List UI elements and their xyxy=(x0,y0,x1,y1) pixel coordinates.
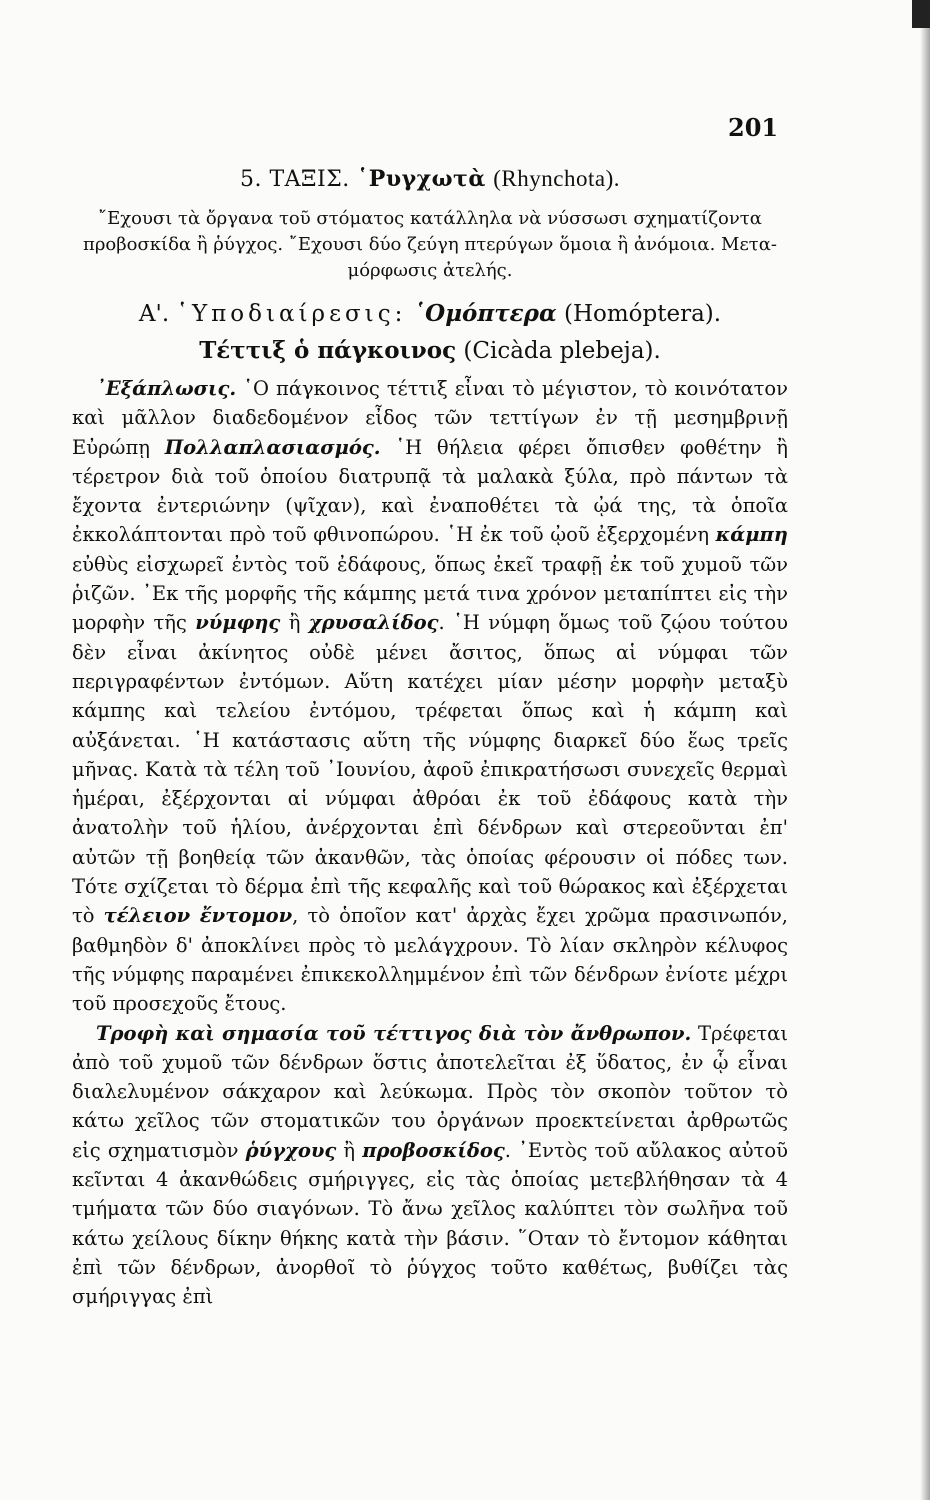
body-text xyxy=(72,374,788,1312)
suborder-label: ῾Υποδιαίρεσις: xyxy=(176,301,407,327)
intro-line-2: προβοσκίδα ἢ ῥύγχος. ῎Εχουσι δύο ζεύγη πτερύγων ὅμοια ἢ ἀνόμοια. Μετα- xyxy=(82,234,777,255)
paragraph-text: εὐθὺς εἰσχωρεῖ ἐντὸς τοῦ ἐδάφους, ὅπως ἐκεῖ τραφῇ ἐκ τοῦ χυμοῦ τῶν ῥιζῶν. ᾿Εκ τῆς μορφῆς τῆς κάμπης μετά τινα χρόνον μεταπίπτει εἰς τὴν μορφὴν τῆς xyxy=(72,552,788,635)
paragraph-text: ἢ xyxy=(336,1138,363,1162)
term-adult-insect: τέλειον ἔντομον xyxy=(103,904,293,928)
order-number: 5. ΤΑΞΙΣ. xyxy=(240,167,350,192)
section-lead-distribution: ᾿Εξάπλωσις. xyxy=(96,377,237,400)
paragraph-text: . ῾Η νύμφη ὅμως τοῦ ζῴου τούτου δὲν εἶναι ἀκίνητος οὐδὲ μένει ἄσιτος, ὅπως αἱ νύμφαι τῶν περιγραφέντων ἐντόμων. Αὕτη κατέχει μίαν μέσην μορφὴν μεταξὺ κάμπης καὶ τελείου ἐντόμου, τρέφεται ὅπως καὶ ἡ κάμπη καὶ αὐξάνεται. ῾Η κατάστασις αὕτη τῆς νύμφης διαρκεῖ δύο ἕως τρεῖς μῆνας. Κατὰ τὰ τέλη τοῦ ᾿Ιουνίου, ἀφοῦ ἐπικρατήσωσι συνεχεῖς θερμαὶ ἡμέραι, ἐξέρχονται αἱ νύμφαι ἀθρόαι ἐκ τοῦ ἐδάφους κατὰ τὴν ἀνατολὴν τοῦ ἡλίου, ἀνέρχονται ἐπὶ δένδρων καὶ στερεοῦνται ἐπ' αὐτῶν τῇ βοηθείᾳ τῶν ἀκανθῶν, τὰς ὁποίας φέρουσιν οἱ πόδες των. Τότε σχίζεται τὸ δέρμα ἐπὶ τῆς κεφαλῆς καὶ τοῦ θώρακος καὶ ἐξέρχεται τὸ xyxy=(72,611,788,928)
term-rostrum: ῥύγχους xyxy=(245,1138,337,1162)
species-greek-name: Τέττιξ ὁ πάγκοινος xyxy=(199,337,457,364)
suborder-heading xyxy=(72,300,788,327)
page-edge-shadow xyxy=(920,0,930,1500)
order-description xyxy=(72,206,788,284)
intro-line-1: ῎Εχουσι τὰ ὄργανα τοῦ στόματος κατάλληλα νὰ νύσσωσι σχηματίζοντα xyxy=(98,208,762,229)
order-latin-name: (Rhynchota). xyxy=(493,166,620,191)
species-heading xyxy=(72,337,788,364)
paragraph-text: ῾Ο πάγκοινος τέττιξ εἶναι τὸ μέγιστον, τὸ κοινότατον καὶ μᾶλλον διαδεδομένον εἶδος τῶν τεττίγων ἐν τῇ μεσημβρινῇ Εὐρώπῃ xyxy=(72,377,788,459)
paragraph-text: Τρέφεται ἀπὸ τοῦ χυμοῦ τῶν δένδρων ὅστις ἀποτελεῖται ἐξ ὕδατος, ἐν ᾧ εἶναι διαλελυμένον σάκχαρον καὶ λεύκωμα. Πρὸς τὸν σκοπὸν τοῦτον τὸ κάτω χεῖλος τῶν στοματικῶν του ὀργάνων προεκτείνεται ἀρθρωτῶς εἰς σχηματισμὸν xyxy=(72,1021,788,1162)
order-heading xyxy=(72,166,788,192)
suborder-latin-name: (Homóptera). xyxy=(563,301,722,327)
term-proboscis: προβοσκίδος xyxy=(362,1138,505,1162)
page-content xyxy=(72,160,788,1312)
paragraph-text: ῾Η θήλεια φέρει ὄπισθεν φοθέτην ἢ τέρετρον διὰ τοῦ ὁποίου διατρυπᾷ τὰ μαλακὰ ξύλα, πρὸ πάντων τὰ ἔχοντα ἐντεριώνην (ψῖχαν), καὶ ἐναποθέτει τὰ ᾠά της, τὰ ὁποῖα ἐκκολάπτονται πρὸ τοῦ φθινοπώρου. ῾Η ἐκ τοῦ ᾠοῦ ἐξερχομένη xyxy=(72,435,788,547)
paragraph-food-significance xyxy=(72,1019,788,1312)
term-larva: κάμπη xyxy=(715,523,788,547)
paragraph-distribution-reproduction xyxy=(72,374,788,1019)
page-number: 201 xyxy=(728,113,779,142)
suborder-greek-name: ῾Ομόπτερα xyxy=(413,300,557,327)
term-chrysalis: χρυσαλίδος xyxy=(308,611,439,635)
page-corner xyxy=(912,0,930,28)
intro-line-3: μόρφωσις ἀτελής. xyxy=(347,260,513,281)
suborder-prefix: Α'. xyxy=(138,301,170,327)
species-latin-name: (Cicàda plebeja). xyxy=(463,338,661,364)
order-greek-name: ῾Ρυγχωτὰ xyxy=(357,166,486,192)
term-nymph: νύμφης xyxy=(195,611,281,635)
paragraph-text: , τὸ ὁποῖον κατ' ἀρχὰς ἔχει χρῶμα πρασινωπόν, βαθμηδὸν δ' ἀποκλίνει πρὸς τὸ μελάγχρουν. Τὸ λίαν σκληρὸν κέλυφος τῆς νύμφης παραμένει ἐπικεκολλημμένον ἐπὶ τῶν δένδρων ἐνίοτε μέχρι τοῦ προσεχοῦς ἔτους. xyxy=(72,904,788,1016)
section-lead-reproduction: Πολλαπλασιασμός. xyxy=(164,435,381,459)
section-lead-food: Τροφὴ καὶ σημασία τοῦ τέττιγος διὰ τὸν ἄνθρωπον. xyxy=(96,1021,692,1045)
paragraph-text: . ᾿Εντὸς τοῦ αὔλακος αὐτοῦ κεῖνται 4 ἀκανθώδεις σμήριγγες, εἰς τὰς ὁποίας μετεβλήθησαν τὰ 4 τμήματα τῶν δύο σιαγόνων. Τὸ ἄνω χεῖλος καλύπτει τὸν σωλῆνα τοῦ κάτω χείλους δίκην θήκης κατὰ τὴν βάσιν. ῞Οταν τὸ ἔντομον κάθηται ἐπὶ τῶν δένδρων, ἀνορθοῖ τὸ ῥύγχος τοῦτο καθέτως, βυθίζει τὰς σμήριγγας ἐπὶ xyxy=(72,1138,788,1309)
paragraph-text: ἢ xyxy=(280,611,309,635)
